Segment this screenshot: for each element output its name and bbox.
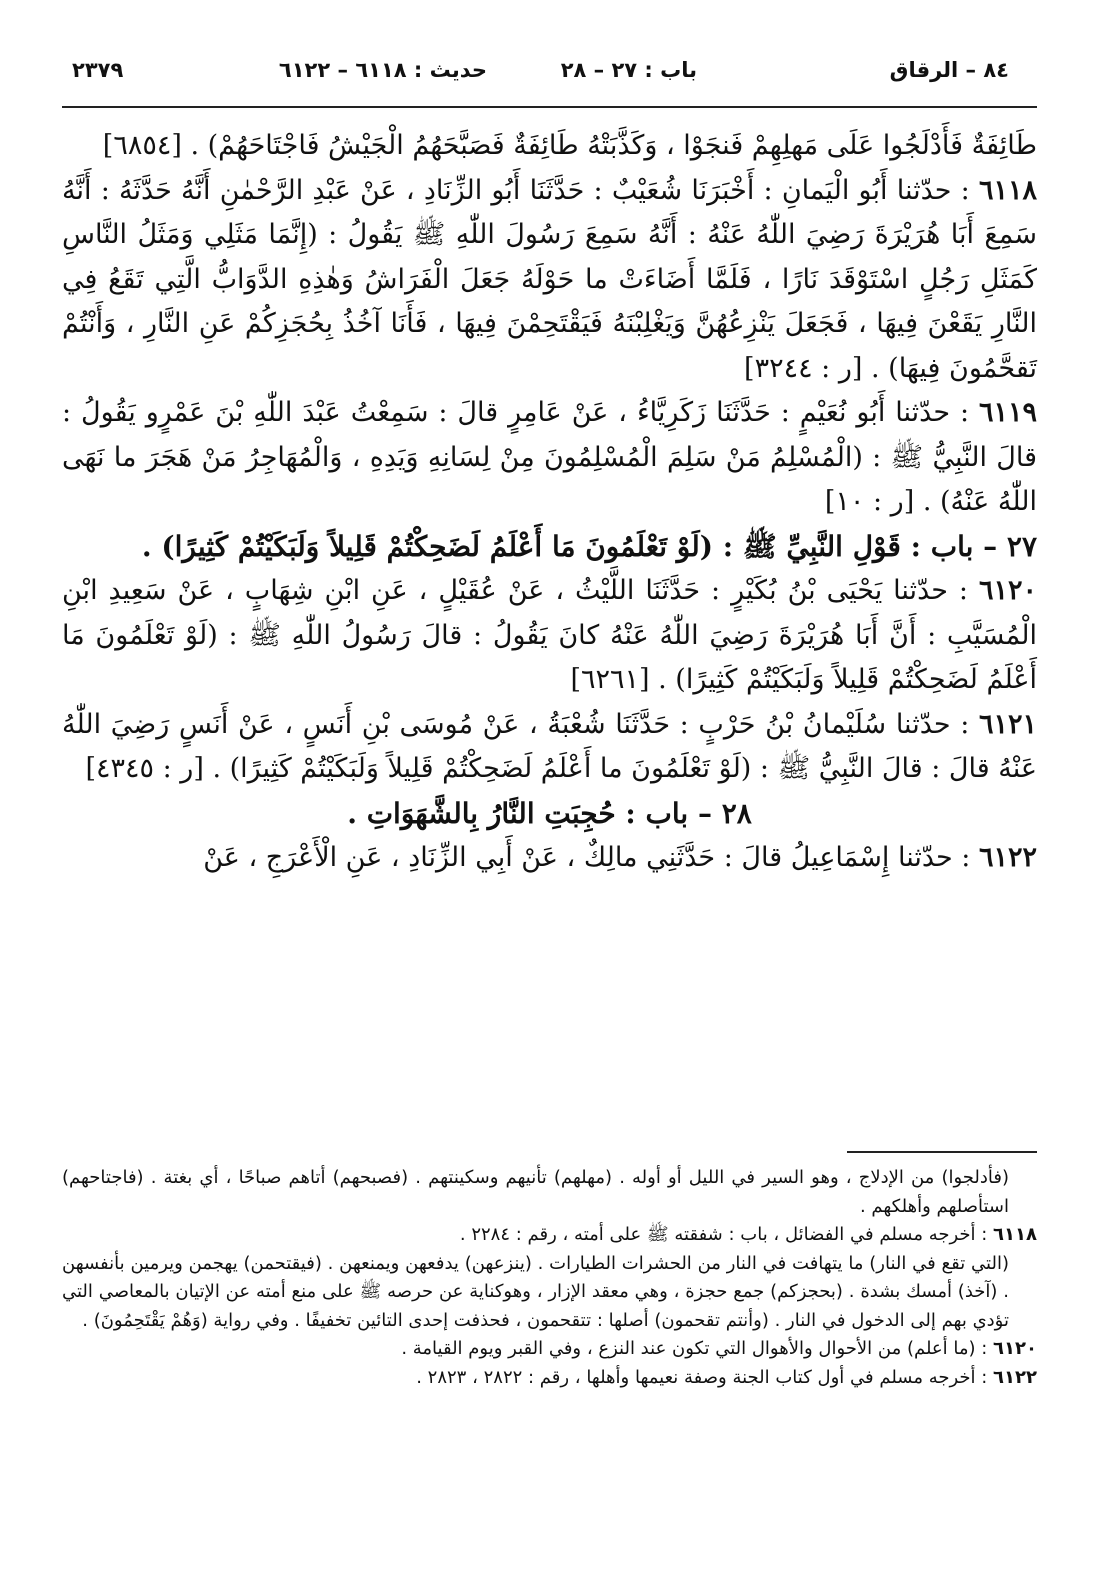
hadith-number: ٦١١٩ <box>978 397 1037 428</box>
hadith-text: : حدّثنا أَبُو نُعَيْمٍ : حَدَّثَنَا زَكَرِيَّاءُ ، عَنْ عَامِرٍ قالَ : سَمِعْتُ عَبْدَ اللّٰهِ بْنَ عَمْرٍو يَقُولُ : قالَ النَّبِيُّ ﷺ : (الْمُسْلِمُ مَنْ سَلِمَ الْمُسْلِمُونَ مِنْ لِسَانِهِ وَيَدِهِ ، وَالْمُهَاجِرُ مَنْ هَجَرَ ما نَهَى اللّٰهُ عَنْهُ) . [ر : ١٠] <box>62 397 1037 517</box>
chapter-heading-27: ٢٧ – باب : قَوْلِ النَّبِيِّ ﷺ : (لَوْ تَعْلَمُونَ مَا أَعْلَمُ لَضَحِكْتُمْ قَلِيلاً وَلَبَكَيْتُمْ كَثِيرًا) . <box>141 529 1037 563</box>
hadith-text: : حدّثنا سُلَيْمانُ بْنُ حَرْبٍ : حَدَّثَنَا شُعْبَةُ ، عَنْ مُوسَى بْنِ أَنَسٍ ، عَنْ أَنَسٍ رَضِيَ اللّٰهُ عَنْهُ قالَ : قالَ النَّبِيُّ ﷺ : (لَوْ تَعْلَمُونَ ما أَعْلَمُ لَضَحِكْتُمْ قَلِيلاً وَلَبَكَيْتُمْ كَثِيرًا) . [ر : ٤٣٤٥] <box>62 708 1037 784</box>
hadith-text: : حدّثنا يَحْيَى بْنُ بُكَيْرٍ : حَدَّثَنَا اللَّيْثُ ، عَنْ عُقَيْلٍ ، عَنِ ابْنِ شِهَابٍ ، عَنْ سَعِيدِ ابْنِ الْمُسَيَّبِ : أَنَّ أَبَا هُرَيْرَةَ رَضِيَ اللّٰهُ عَنْهُ كانَ يَقُولُ : قالَ رَسُولُ اللّٰهِ ﷺ : (لَوْ تَعْلَمُونَ مَا أَعْلَمُ لَضَحِكْتُمْ قَلِيلاً وَلَبَكَيْتُمْ كَثِيرًا) . [٦٢٦١] <box>62 575 1037 695</box>
hadith-6119 <box>62 391 1037 525</box>
book-page <box>62 40 1037 1560</box>
footnote-gloss-6118 <box>62 1250 1037 1336</box>
hadith-6120 <box>62 569 1037 703</box>
header-rule <box>62 106 1037 108</box>
footnote-number: ٦١١٨ <box>993 1224 1037 1245</box>
running-header <box>62 58 1037 98</box>
book-title: ٨٤ – الرقاق <box>889 58 1009 82</box>
footnote-6120 <box>62 1335 1037 1364</box>
footnote-6122 <box>62 1364 1037 1393</box>
footnote-text: (التي تقع في النار) ما يتهافت في النار من الحشرات الطيارات . (ينزعهن) يدفعهن ويمنعهن . (فيقتحمن) يهجمن ويرمين بأنفسهن . (آخذ) أمسك بشدة . (بحجزكم) جمع حجزة ، وهي معقد الإزار ، وهوكناية عن حرصه ﷺ على منع أمته عن الإتيان بالمعاصي التي تؤدي بهم إلى الدخول في النار . (وأنتم تقحمون) أصلها : تتقحمون ، فحذفت إحدى التائين تخفيفًا . وفي رواية (وَهُمْ يَقْتَحِمُونَ) . <box>62 1252 1009 1331</box>
hadith-text: : حدّثنا إِسْمَاعِيلُ قالَ : حَدَّثَنِي مالِكٌ ، عَنْ أَبِي الزِّنَادِ ، عَنِ الْأَعْرَجِ ، عَنْ <box>203 842 979 873</box>
hadith-text: : حدّثنا أَبُو الْيَمانِ : أَخْبَرَنَا شُعَيْبٌ : حَدَّثَنَا أَبُو الزِّنَادِ ، عَنْ عَبْدِ الرَّحْمٰنِ أَنَّهُ حَدَّثَهُ : أَنَّهُ سَمِعَ أَبَا هُرَيْرَةَ رَضِيَ اللّٰهُ عَنْهُ : أَنَّهُ سَمِعَ رَسُولَ اللّٰهِ ﷺ يَقُولُ : (إِنَّمَا مَثَلِي وَمَثَلُ النَّاسِ كَمَثَلِ رَجُلٍ اسْتَوْقَدَ نَارًا ، فَلَمَّا أَضَاءَتْ ما حَوْلَهُ جَعَلَ الْفَرَاشُ وَهٰذِهِ الدَّوَابُّ الَّتِي تَقَعُ فِي النَّارِ يَقَعْنَ فِيهَا ، فَجَعَلَ يَنْزِعُهُنَّ وَيَغْلِبْنَهُ فَيَقْتَحِمْنَ فِيهَا ، فَأَنَا آخُذُ بِحُجَزِكُمْ عَنِ النَّارِ ، وَأَنْتُمْ تَقحَّمُونَ فِيهَا) . [ر : ٣٢٤٤] <box>62 174 1037 384</box>
chapter-range: باب : ٢٧ – ٢٨ <box>560 58 697 82</box>
hadith-range: حديث : ٦١١٨ – ٦١٢٢ <box>278 58 487 82</box>
main-text <box>62 124 1037 881</box>
page-number: ٢٣٧٩ <box>72 58 124 82</box>
footnote-text: : (ما أعلم) من الأحوال والأهوال التي تكون عند النزع ، وفي القبر ويوم القيامة . <box>401 1338 994 1359</box>
hadith-number: ٦١٢٢ <box>978 842 1037 873</box>
hadith-6122 <box>62 836 1037 881</box>
footnote-text: : أخرجه مسلم في الفضائل ، باب : شفقته ﷺ على أمته ، رقم : ٢٢٨٤ . <box>459 1224 994 1245</box>
footnote-separator <box>847 1151 1037 1153</box>
footnote-text: (فأدلجوا) من الإدلاج ، وهو السير في الليل أو أوله . (مهلهم) تأنيهم وسكينتهم . (فصبحهم) أتاهم صباحًا ، أي بغتة . (فاجتاحهم) استأصلهم وأهلكهم . <box>62 1167 1009 1217</box>
hadith-6118 <box>62 169 1037 392</box>
chapter-heading-28: ٢٨ – باب : حُجِبَتِ النَّارُ بِالشَّهَوَاتِ . <box>347 796 752 830</box>
footnotes <box>62 1164 1037 1392</box>
footnote-number: ٦١٢٠ <box>993 1338 1037 1359</box>
footnote-gloss-6117 <box>62 1164 1037 1221</box>
footnote-6118 <box>62 1221 1037 1250</box>
footnote-text: : أخرجه مسلم في أول كتاب الجنة وصفة نعيمها وأهلها ، رقم : ٢٨٢٢ ، ٢٨٢٣ . <box>416 1366 994 1388</box>
hadith-number: ٦١١٨ <box>978 174 1037 206</box>
hadith-number: ٦١٢١ <box>978 708 1037 740</box>
hadith-6121 <box>62 703 1037 792</box>
hadith-number: ٦١٢٠ <box>978 575 1037 606</box>
footnote-number: ٦١٢٢ <box>993 1366 1037 1388</box>
continuation-paragraph: طَائِفَةٌ فَأَدْلَجُوا عَلَى مَهلِهِمْ فَنجَوْا ، وَكَذَّبَتْهُ طَائِفَةٌ فَصَبَّحَهُمُ الْجَيْشُ فَاجْتَاحَهُمْ) . [٦٨٥٤] <box>102 130 1037 161</box>
